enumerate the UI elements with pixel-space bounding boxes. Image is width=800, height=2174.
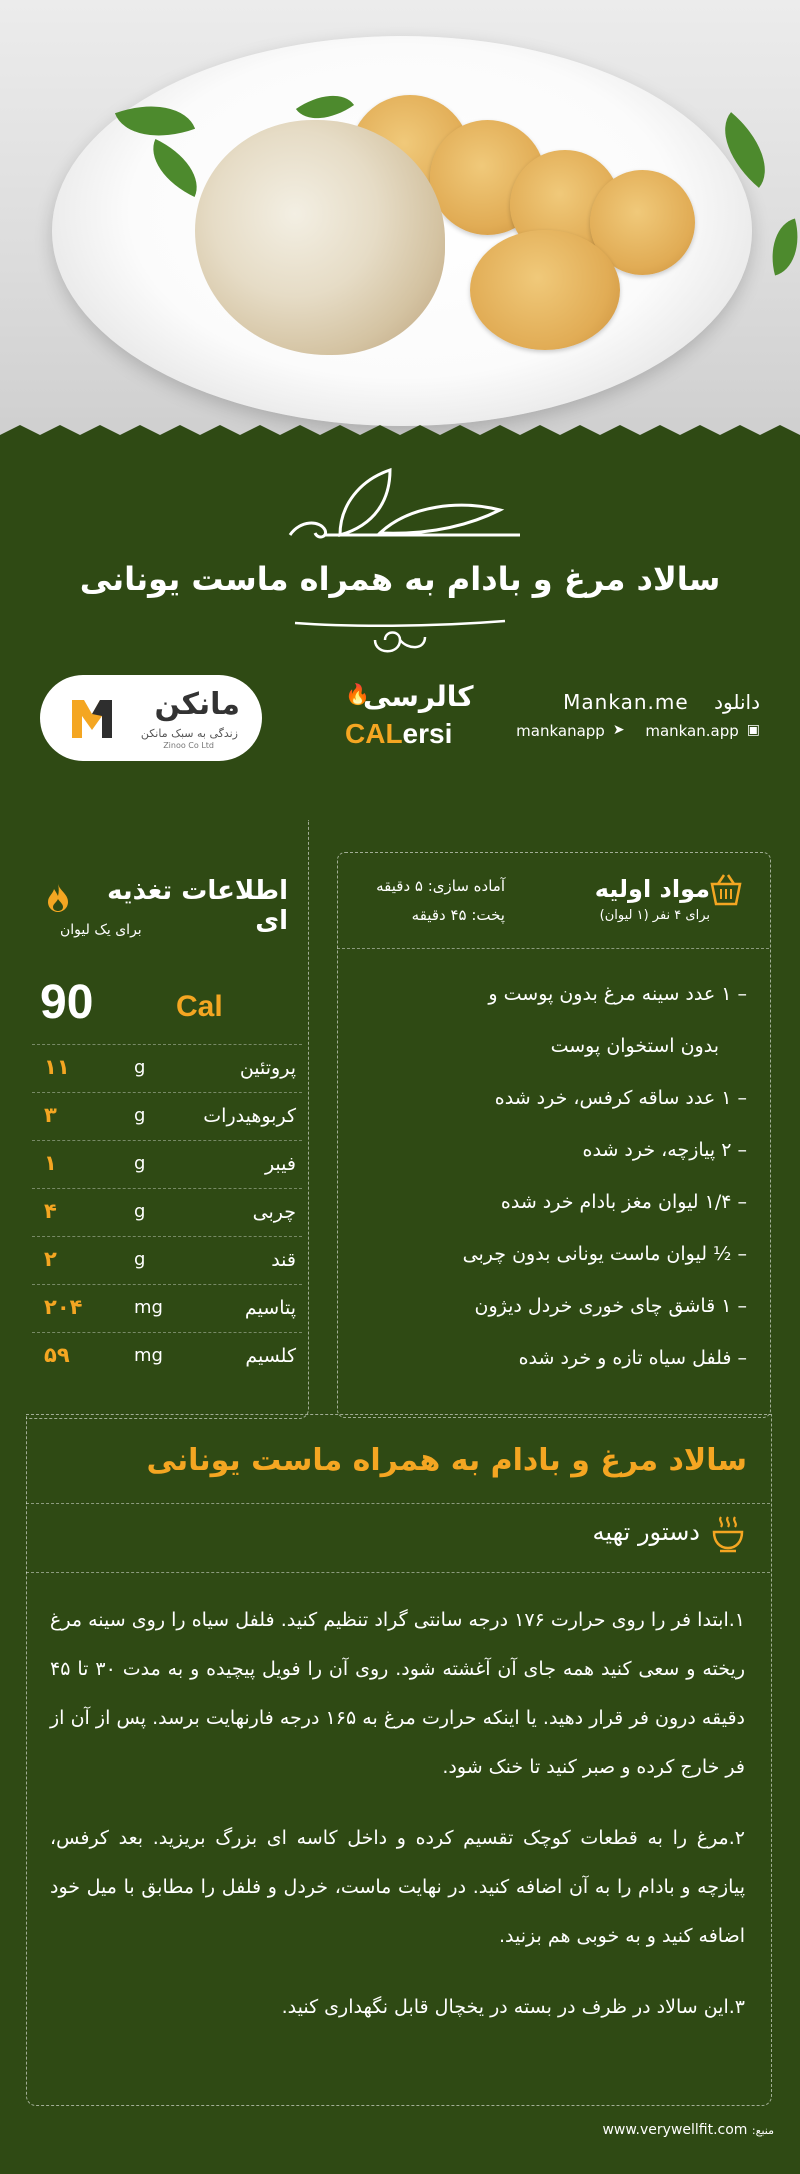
prep-time: آماده سازی: ۵ دقیقه [376,877,505,895]
nutrition-row [32,1188,302,1237]
nutrition-name: کربوهیدرات [203,1105,296,1127]
nutrition-name: چربی [252,1201,296,1223]
nutrition-unit: g [134,1105,146,1126]
recipe-divider [26,1503,770,1504]
recipe-step: ۱.ابتدا فر را روی حرارت ۱۷۶ درجه سانتی گراد تنظیم کنید. فلفل سیاه را روی سینه مرغ ریخته و سعی کنید همه جای آن آغشته شود. روی آن را فویل پیچیده و به مدت ۳۰ تا ۴۵ دقیقه درون فر قرار دهید. یا اینکه حرارت مرغ به ۱۶۵ درجه فارنهایت برسد. پس از آن از فر خارج کرده و صبر کنید تا خنک شود. [50,1609,746,1778]
calersi-en [345,718,452,750]
cook-time: پخت: ۴۵ دقیقه [411,906,505,924]
calersi-fa: کالرسی [363,680,474,713]
calersi-logo[interactable] [345,680,474,760]
nutrition-row [32,1284,302,1333]
download-line [510,690,760,714]
nutrition-unit: g [134,1249,146,1270]
calersi-en-suffix: ersi [402,718,453,749]
nutrition-name: کلسیم [245,1345,296,1367]
nutrition-row [32,1332,302,1381]
telegram-handle[interactable]: mankanapp [516,722,605,740]
source-credit [602,2122,774,2138]
nutrition-value: ۵۹ [44,1343,70,1367]
nutrition-row [32,1236,302,1285]
telegram-icon: ➤ [612,722,625,738]
recipe-step: ۳.این سالاد در ظرف در بسته در یخچال قابل نگهداری کنید. [281,1996,745,2018]
calersi-en-prefix: CAL [345,718,403,749]
nutrition-value: ۱۱ [44,1055,70,1079]
nutrition-unit: g [134,1201,146,1222]
brand-tagline: زندگی به سبک مانکن [140,727,238,740]
ingredient-item: – ½ لیوان ماست یونانی بدون چربی [462,1243,747,1265]
download-label: دانلود [714,690,760,714]
ingredient-item: بدون استخوان پوست [550,1035,719,1057]
leaf-ornament-icon [270,465,530,545]
method-divider [26,1572,770,1573]
nutrition-value: ۴ [44,1199,57,1223]
nutrition-row [32,1044,302,1093]
cracker [470,230,620,350]
nutrition-row [32,1092,302,1141]
ingredient-item: – فلفل سیاه تازه و خرد شده [518,1347,747,1369]
nutrition-value: ۳ [44,1103,57,1127]
nutrition-title: اطلاعات تغذیه ای [107,876,288,936]
method-title: دستور تهیه [592,1518,700,1546]
mankan-brand-badge[interactable] [40,675,262,761]
recipe-steps [50,1596,745,2054]
nutrition-unit: mg [134,1297,163,1318]
calories-value: 90 [40,976,94,1029]
nutrition-value: ۲۰۴ [44,1295,83,1319]
flame-icon: 🔥 [345,682,370,706]
instagram-icon: ▣ [746,722,760,738]
brand-name: مانکن [154,687,240,722]
nutrition-row [32,1140,302,1189]
app-site[interactable]: mankan.app [645,722,739,740]
nutrition-unit: g [134,1153,146,1174]
nutrition-unit: g [134,1057,146,1078]
source-url[interactable]: www.verywellfit.com [602,2122,748,2138]
title-ornament-icon [290,615,510,660]
nutrition-name: پتاسیم [244,1297,296,1319]
download-site[interactable]: Mankan.me [563,690,689,714]
nutrition-name: فیبر [264,1153,296,1175]
nutrition-name: پروتئین [239,1057,296,1079]
ingredients-list [297,968,747,1384]
zigzag-edge [0,425,800,447]
herb-leaf [762,218,800,275]
nutrition-name: قند [271,1249,296,1271]
bowl-icon [712,1515,744,1553]
ingredient-item: – ۱ عدد سینه مرغ بدون پوست و [488,983,747,1005]
brand-company: Zinoo Co Ltd [163,741,214,750]
ingredients-title: مواد اولیه [594,875,710,903]
ingredients-servings: برای ۴ نفر (۱ لیوان) [599,908,710,923]
recipe-step: ۲.مرغ را به قطعات کوچک تقسیم کرده و داخل کاسه ای بزرگ بریزید. بعد کرفس، پیازچه و بادام را به آن اضافه کنید. در نهایت ماست، خردل و فلفل را مطابق با میل خود اضافه کنید و به خوبی هم بزنید. [50,1827,745,1947]
basket-icon [708,872,744,906]
ingredient-item: – ۲ پیازچه، خرد شده [582,1139,747,1161]
page-title: سالاد مرغ و بادام به همراه ماست یونانی [79,560,721,598]
recipe-title: سالاد مرغ و بادام به همراه ماست یونانی [146,1443,747,1478]
nutrition-unit: mg [134,1345,163,1366]
nutrition-value: ۲ [44,1247,57,1271]
ingredient-item: – ۱/۴ لیوان مغز بادام خرد شده [500,1191,747,1213]
nutrition-subtitle: برای یک لیوان [60,922,142,938]
nutrition-value: ۱ [44,1151,57,1175]
social-links [500,722,760,740]
mankan-logo-icon [66,692,118,744]
calories-unit: Cal [176,990,223,1023]
source-label: منبع: [751,2124,774,2137]
flame-icon [45,883,71,913]
ingredients-divider [337,948,769,949]
ingredient-item: – ۱ عدد ساقه کرفس، خرد شده [494,1087,747,1109]
hero-photo [0,0,800,440]
ingredient-item: – ۱ قاشق چای خوری خردل دیژون [474,1295,747,1317]
